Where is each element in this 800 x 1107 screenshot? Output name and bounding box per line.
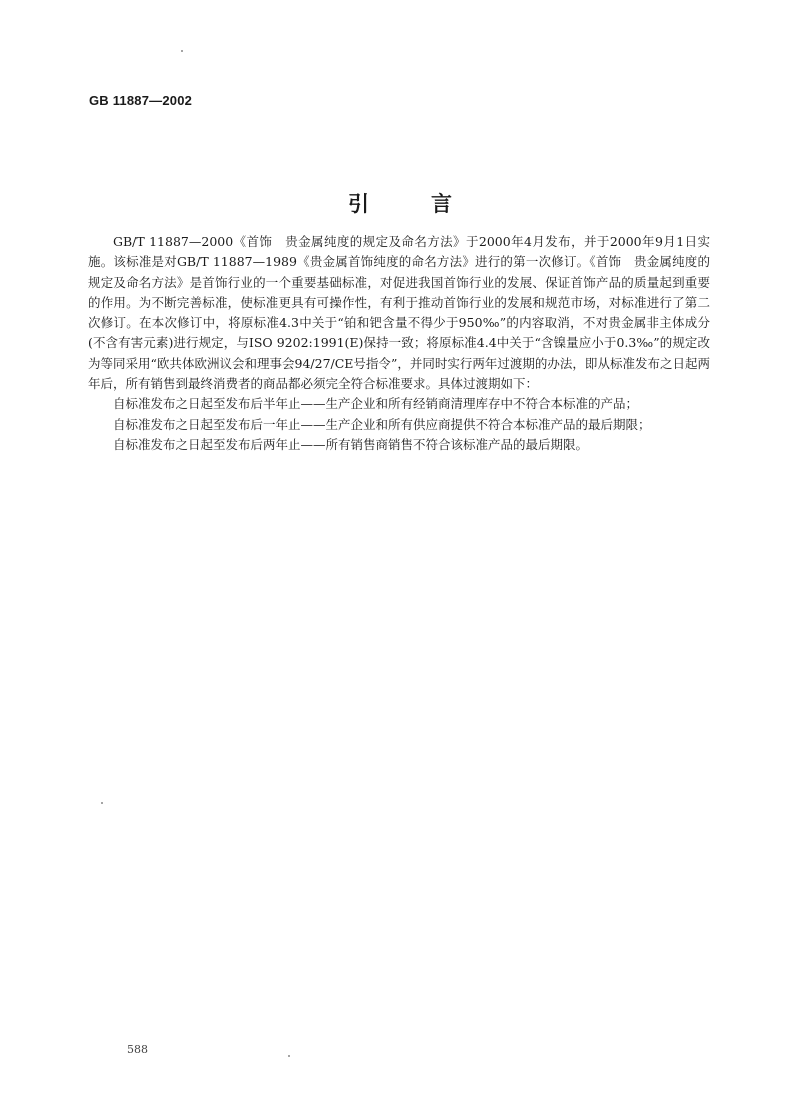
scan-speck xyxy=(181,50,183,52)
paragraph-transition-one-year: 自标准发布之日起至发布后一年止——生产企业和所有供应商提供不符合本标准产品的最后期限； xyxy=(113,416,651,432)
page-number: 588 xyxy=(127,1043,148,1056)
standard-code: GB 11887—2002 xyxy=(89,93,193,108)
page-title: 引言 xyxy=(348,192,514,216)
document-body xyxy=(88,232,710,455)
scan-speck xyxy=(101,802,103,804)
paragraph-transition-half-year: 自标准发布之日起至发布后半年止——生产企业和所有经销商清理库存中不符合本标准的产品； xyxy=(113,396,639,412)
scan-speck xyxy=(288,1055,290,1057)
paragraph-intro: GB/T 11887—2000《首饰 贵金属纯度的规定及命名方法》于2000年4月发布，并于2000年9月1日实施。该标准是对GB/T 11887—1989《贵金属首饰纯度的命名方法》进行的第一次修订。《首饰 贵金属纯度的规定及命名方法》是首饰行业的一个重要基础标准，对促进我国首饰行业的发展、保证首饰产品的质量起到重要的作用。为不断完善标准，使标准更具有可操作性，有利于推动首饰行业的发展和规范市场，对标准进行了第二次修订。在本次修订中，将原标准4.3中关于“铂和钯含量不得少于950‰”的内容取消，不对贵金属非主体成分(不含有害元素)进行规定，与ISO 9202:1991(E)保持一致；将原标准4.4中关于“含镍量应小于0.3‰”的规定改为等同采用“欧共体欧洲议会和理事会94/27/CE号指令”，并同时实行两年过渡期的办法，即从标准发布之日起两年后，所有销售到最终消费者的商品都必须完全符合标准要求。具体过渡期如下： xyxy=(88,234,710,392)
paragraph-transition-two-years: 自标准发布之日起至发布后两年止——所有销售商销售不符合该标准产品的最后期限。 xyxy=(113,436,589,452)
